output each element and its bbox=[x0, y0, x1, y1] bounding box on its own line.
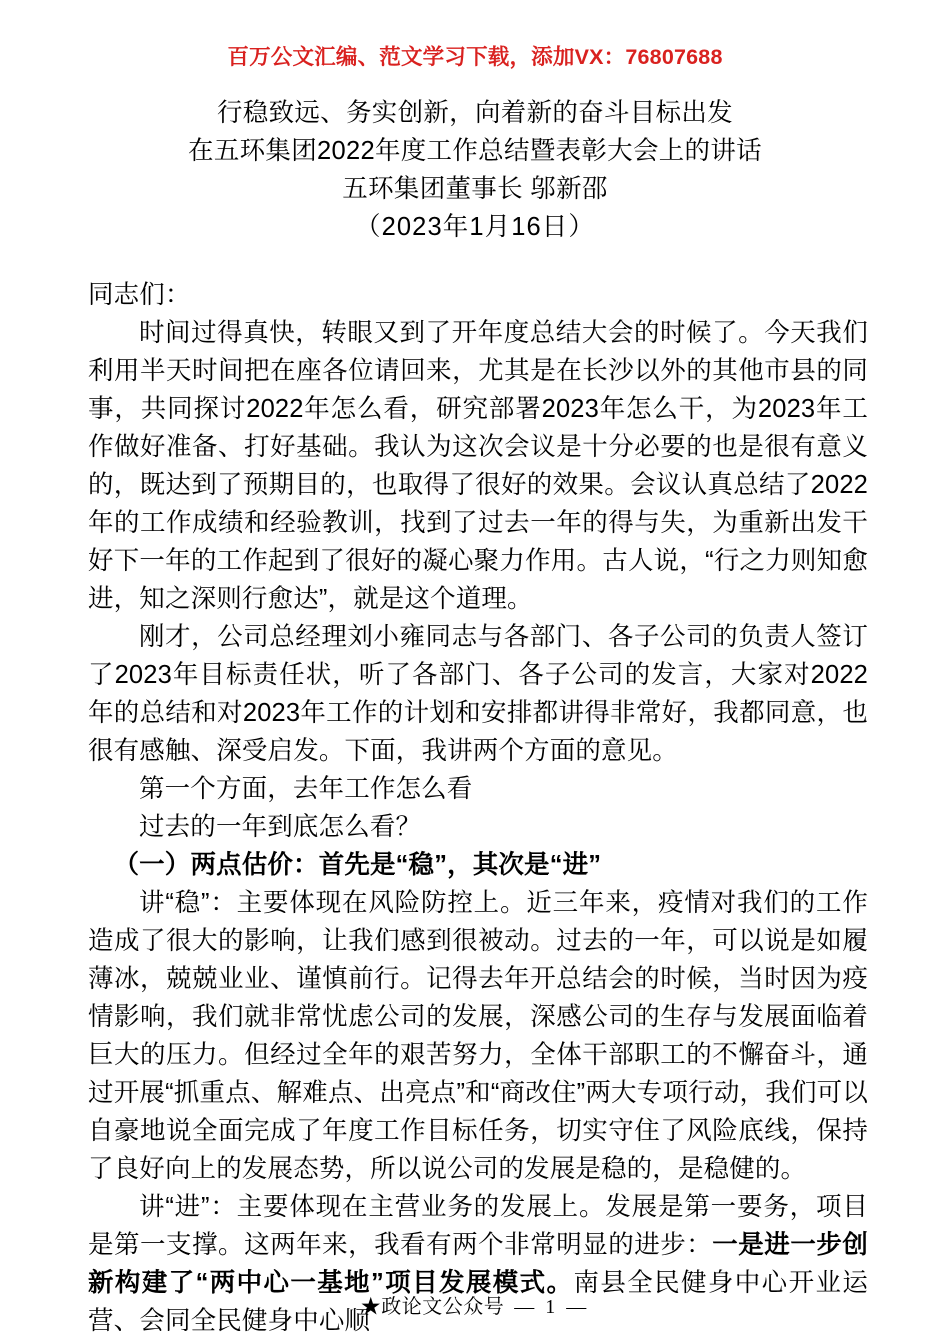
document-body bbox=[88, 276, 868, 1340]
page-footer bbox=[0, 1294, 950, 1320]
paragraph-6-bold-run: 一是进一步创新构建了“两中心一基地”项目发展模式。 bbox=[88, 1231, 868, 1297]
document-author-line: 五环集团董事长 邬新邵 bbox=[342, 175, 608, 203]
footer-watermark: ★政论文公众号 bbox=[360, 1296, 505, 1318]
paragraph-4-question: 过去的一年到底怎么看？ bbox=[139, 813, 422, 841]
paragraph-1: 时间过得真快，转眼又到了开年度总结大会的时候了。今天我们利用半天时间把在座各位请回来，尤其是在长沙以外的其他市县的同事，共同探讨2022年怎么看，研究部署2023年怎么干，为2023年工作做好准备、打好基础。我认为这次会议是十分必要的也是很有意义的，既达到了预期目的，也取得了很好的效果。会议认真总结了2022年的工作成绩和经验教训，找到了过去一年的得与失，为重新出发干好下一年的工作起到了很好的凝心聚力作用。古人说，“行之力则知愈进，知之深则行愈达”，就是这个道理。 bbox=[88, 319, 868, 613]
document-title-line-1: 行稳致远、务实创新，向着新的奋斗目标出发 bbox=[216, 99, 733, 127]
paragraph-2: 刚才，公司总经理刘小雍同志与各部门、各子公司的负责人签订了2023年目标责任状，听了各部门、各子公司的发言，大家对2022年的总结和对2023年工作的计划和安排都讲得非常好，我都同意，也很有感触、深受启发。下面，我讲两个方面的意见。 bbox=[88, 623, 868, 765]
paragraph-3-section-heading: 第一个方面，去年工作怎么看 bbox=[139, 775, 473, 803]
promo-banner: 百万公文汇编、范文学习下载，添加VX：76807688 bbox=[227, 45, 723, 69]
document-title-line-2: 在五环集团2022年度工作总结暨表彰大会上的讲话 bbox=[188, 137, 762, 165]
paragraph-6-lead: 讲“进”：主要体现在主营业务的发展上。发展是第一要务，项目是第一支撑。这两年来，我看有两个非常明显的进步： bbox=[88, 1193, 868, 1259]
paragraph-5: 讲“稳”：主要体现在风险防控上。近三年来，疫情对我们的工作造成了很大的影响，让我们感到很被动。过去的一年，可以说是如履薄冰，兢兢业业、谨慎前行。记得去年开总结会的时候，当时因为疫情影响，我们就非常忧虑公司的发展，深感公司的生存与发展面临着巨大的压力。但经过全年的艰苦努力，全体干部职工的不懈奋斗，通过开展“抓重点、解难点、出亮点”和“商改住”两大专项行动，我们可以自豪地说全面完成了年度工作目标任务，切实守住了风险底线，保持了良好向上的发展态势，所以说公司的发展是稳的，是稳健的。 bbox=[88, 889, 868, 1183]
title-block bbox=[0, 94, 950, 246]
document-date-line: （2023年1月16日） bbox=[355, 213, 595, 241]
salutation: 同志们： bbox=[88, 281, 191, 309]
subsection-heading-1: （一）两点估价：首先是“稳”，其次是“进” bbox=[113, 851, 602, 879]
paragraph-6-tail: 南县全民健身中心开业运营、会同全民健身中心顺 bbox=[88, 1269, 868, 1335]
page-number: — 1 — bbox=[514, 1296, 590, 1318]
